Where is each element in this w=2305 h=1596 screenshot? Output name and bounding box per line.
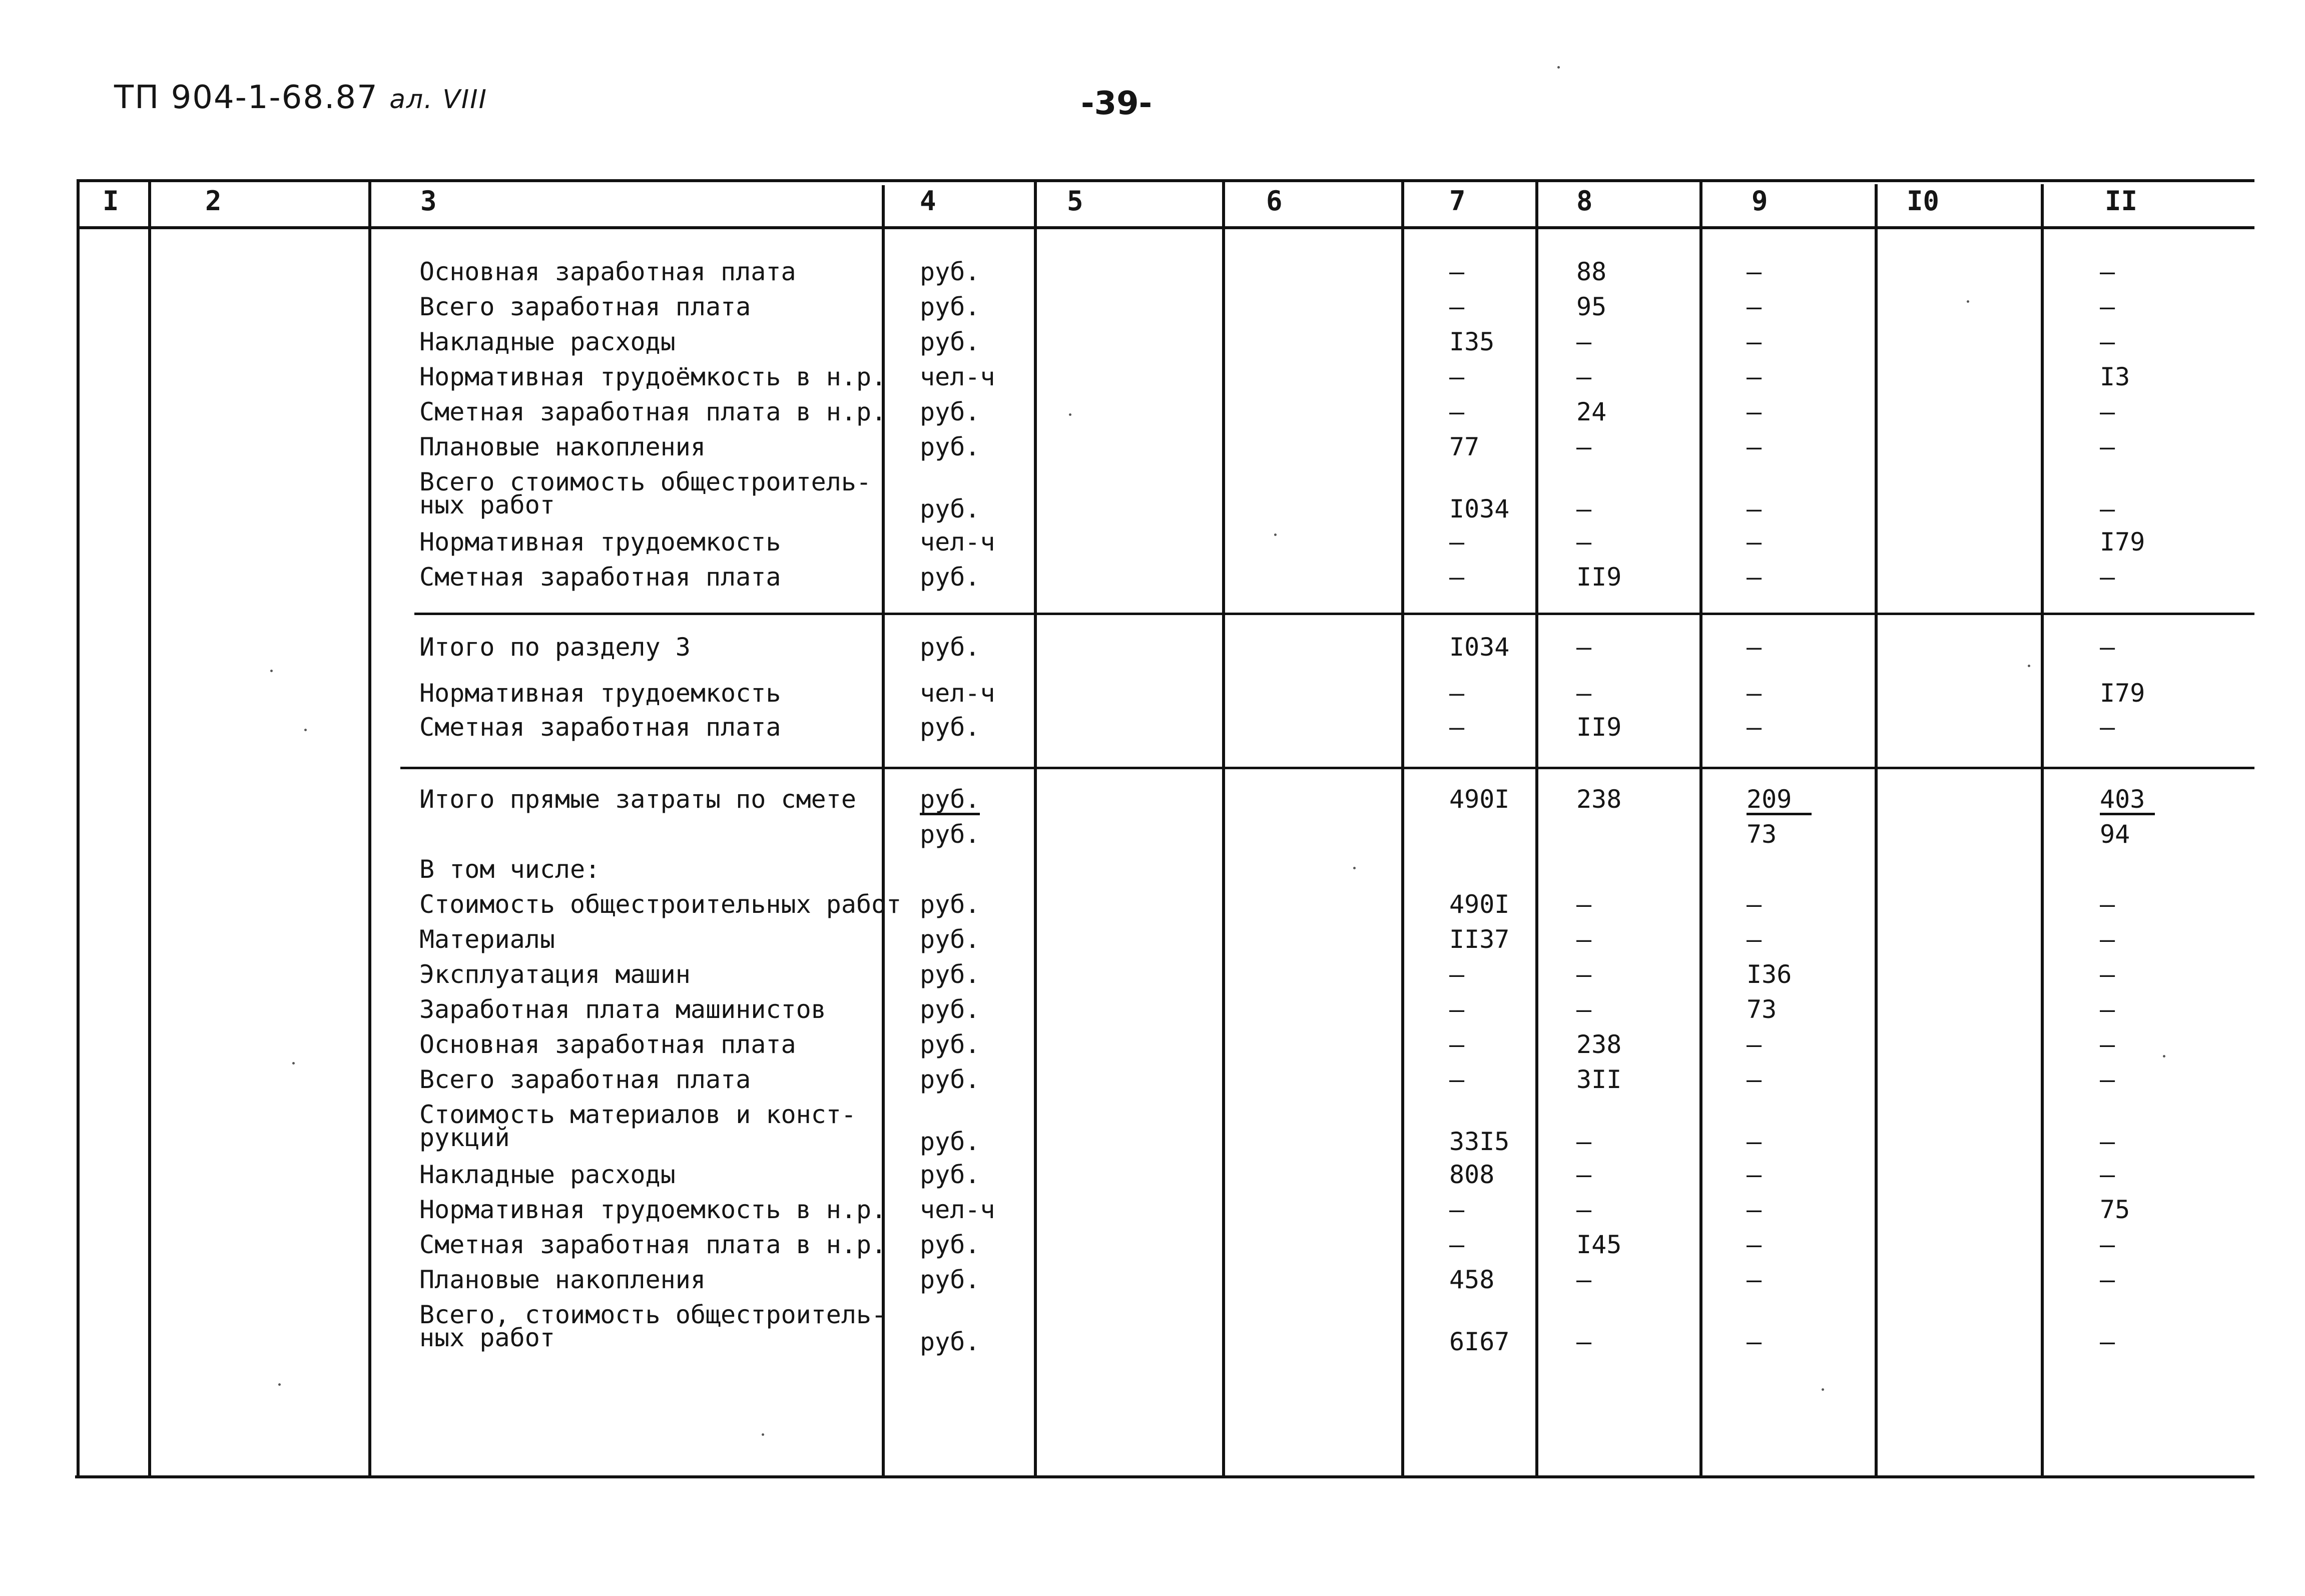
col-border-8 bbox=[1699, 181, 1702, 1477]
block3-row-c7: – bbox=[1449, 960, 1465, 989]
scan-speck bbox=[2163, 1055, 2165, 1057]
block3-row-c7: 490I bbox=[1449, 890, 1510, 919]
block3-row-unit: руб. bbox=[920, 1065, 980, 1094]
block2-row-unit: руб. bbox=[920, 633, 980, 662]
total-direct-c9-top: 209 bbox=[1747, 787, 1812, 815]
total-direct-c9-bottom: 73 bbox=[1747, 820, 1777, 849]
block3-row-c7: 808 bbox=[1449, 1160, 1495, 1189]
block3-row-c7: – bbox=[1449, 1065, 1465, 1094]
block1-row-label: Нормативная трудоемкость bbox=[419, 527, 781, 557]
block1-row-c7: – bbox=[1449, 563, 1465, 592]
scan-speck bbox=[270, 670, 273, 672]
block3-row-c8: – bbox=[1576, 1265, 1592, 1294]
block2-row-c9: – bbox=[1747, 679, 1762, 708]
page-number: -39- bbox=[1081, 85, 1152, 122]
scan-speck bbox=[278, 1383, 281, 1386]
col-header-9: 9 bbox=[1752, 185, 1768, 217]
total-direct-c8: 238 bbox=[1576, 785, 1622, 814]
block2-row-c9: – bbox=[1747, 633, 1762, 662]
block3-row-c8: – bbox=[1576, 890, 1592, 919]
block3-row-c9: 73 bbox=[1747, 995, 1777, 1024]
block3-row-c9: – bbox=[1747, 1230, 1762, 1259]
block1-row-c8: – bbox=[1576, 362, 1592, 391]
block1-row-c9: – bbox=[1747, 257, 1762, 286]
block3-row-c8: I45 bbox=[1576, 1230, 1622, 1259]
block3-row-label: Плановые накопления bbox=[419, 1265, 706, 1294]
block3-row-unit: руб. bbox=[920, 890, 980, 919]
block1-row-c7: – bbox=[1449, 362, 1465, 391]
block1-row-c11: – bbox=[2100, 563, 2115, 592]
album-text: ал. VIII bbox=[389, 85, 487, 115]
scan-speck bbox=[1557, 66, 1560, 69]
block3-row-label: Всего, стоимость общестроитель- ных работ bbox=[419, 1300, 887, 1352]
block3-row-unit: руб. bbox=[920, 995, 980, 1024]
block1-row-c9: – bbox=[1747, 327, 1762, 356]
block3-row-label: Заработная плата машинистов bbox=[419, 995, 826, 1024]
block3-row-c11: – bbox=[2100, 1327, 2115, 1356]
block3-row-c9: – bbox=[1747, 1327, 1762, 1356]
col-border-9 bbox=[1875, 184, 1878, 1477]
block1-row-c8: – bbox=[1576, 494, 1592, 523]
col-header-10: I0 bbox=[1907, 185, 1940, 217]
block2-row-c7: – bbox=[1449, 713, 1465, 742]
total-direct-label: Итого прямые затраты по смете bbox=[419, 785, 856, 814]
block3-row-unit: руб. bbox=[920, 1160, 980, 1189]
block1-row-unit: руб. bbox=[920, 257, 980, 286]
block1-row-c11: I79 bbox=[2100, 527, 2145, 557]
col-border-5 bbox=[1222, 181, 1225, 1477]
scan-speck bbox=[304, 729, 307, 731]
total-direct-unit1: руб. bbox=[920, 787, 980, 815]
block2-row-label: Итого по разделу 3 bbox=[419, 633, 691, 662]
block1-row-c7: – bbox=[1449, 397, 1465, 426]
block3-row-c7: – bbox=[1449, 1030, 1465, 1059]
block3-row-label: Нормативная трудоемкость в н.р. bbox=[419, 1195, 887, 1224]
doc-code-text: ТП 904-1-68.87 bbox=[114, 79, 378, 116]
block3-row-c8: – bbox=[1576, 1160, 1592, 1189]
block3-row-c11: – bbox=[2100, 1030, 2115, 1059]
block3-row-c9: – bbox=[1747, 1030, 1762, 1059]
block3-row-c9: – bbox=[1747, 890, 1762, 919]
block2-row-label: Сметная заработная плата bbox=[419, 713, 781, 742]
block2-row-label: Нормативная трудоемкость bbox=[419, 679, 781, 708]
block3-row-c8: – bbox=[1576, 1195, 1592, 1224]
col-header-2: 2 bbox=[205, 185, 222, 217]
block1-row-c11: – bbox=[2100, 257, 2115, 286]
scan-speck bbox=[1274, 534, 1277, 536]
block3-row-label: Стоимость общестроительных работ bbox=[419, 890, 902, 919]
document-code bbox=[114, 79, 487, 116]
block1-row-label: Основная заработная плата bbox=[419, 257, 796, 286]
block3-row-unit: руб. bbox=[920, 960, 980, 989]
block2-row-c9: – bbox=[1747, 713, 1762, 742]
block1-row-c8: – bbox=[1576, 527, 1592, 557]
total-direct-unit2: руб. bbox=[920, 820, 980, 849]
table-bottom-border bbox=[75, 1475, 2254, 1478]
block3-row-unit: руб. bbox=[920, 1030, 980, 1059]
block1-row-c11: – bbox=[2100, 397, 2115, 426]
block2-row-c7: – bbox=[1449, 679, 1465, 708]
block1-row-c8: II9 bbox=[1576, 563, 1622, 592]
table-top-border bbox=[78, 179, 2254, 182]
block1-row-c9: – bbox=[1747, 397, 1762, 426]
block1-row-c9: – bbox=[1747, 292, 1762, 321]
block1-row-c7: – bbox=[1449, 257, 1465, 286]
col-border-4 bbox=[1034, 181, 1037, 1477]
col-border-7 bbox=[1535, 181, 1538, 1477]
col-header-3: 3 bbox=[420, 185, 437, 217]
block2-row-c11: – bbox=[2100, 713, 2115, 742]
block3-row-unit: руб. bbox=[920, 1265, 980, 1294]
block1-row-c8: – bbox=[1576, 432, 1592, 461]
block3-row-c11: – bbox=[2100, 890, 2115, 919]
block3-row-c7: II37 bbox=[1449, 925, 1510, 954]
block3-row-unit: чел-ч bbox=[920, 1195, 995, 1224]
scan-speck bbox=[1353, 867, 1356, 869]
col-header-5: 5 bbox=[1067, 185, 1083, 217]
section-separator-2 bbox=[400, 767, 2254, 769]
scan-speck bbox=[292, 1062, 295, 1065]
block1-row-c9: – bbox=[1747, 432, 1762, 461]
block2-row-unit: чел-ч bbox=[920, 679, 995, 708]
block3-row-unit: руб. bbox=[920, 1230, 980, 1259]
scan-speck bbox=[1822, 1388, 1824, 1391]
scan-speck bbox=[1967, 300, 1969, 303]
col-border-6 bbox=[1401, 181, 1404, 1477]
block1-row-c11: – bbox=[2100, 494, 2115, 523]
total-direct-c11-bottom: 94 bbox=[2100, 820, 2130, 849]
block2-row-c8: – bbox=[1576, 679, 1592, 708]
block1-row-unit: руб. bbox=[920, 494, 980, 523]
block3-row-c11: – bbox=[2100, 960, 2115, 989]
block1-row-c9: – bbox=[1747, 563, 1762, 592]
block3-row-label: Накладные расходы bbox=[419, 1160, 676, 1189]
block2-row-c7: I034 bbox=[1449, 633, 1510, 662]
block1-row-c8: – bbox=[1576, 327, 1592, 356]
total-direct-c11-top: 403 bbox=[2100, 787, 2155, 815]
block1-row-c7: 77 bbox=[1449, 432, 1480, 461]
block3-row-c11: – bbox=[2100, 1127, 2115, 1156]
col-border-1 bbox=[148, 179, 151, 1477]
block3-row-c8: – bbox=[1576, 1327, 1592, 1356]
block1-row-unit: руб. bbox=[920, 292, 980, 321]
block3-row-c7: 33I5 bbox=[1449, 1127, 1510, 1156]
block1-row-c11: – bbox=[2100, 432, 2115, 461]
block1-row-c11: – bbox=[2100, 327, 2115, 356]
block1-row-label: Плановые накопления bbox=[419, 432, 706, 461]
block3-row-c11: – bbox=[2100, 1265, 2115, 1294]
block3-row-c7: 6I67 bbox=[1449, 1327, 1510, 1356]
block3-row-unit: руб. bbox=[920, 1127, 980, 1156]
block3-subtitle: В том числе: bbox=[419, 855, 601, 884]
block3-row-c9: – bbox=[1747, 1127, 1762, 1156]
block3-row-c8: – bbox=[1576, 995, 1592, 1024]
block3-row-c9: – bbox=[1747, 925, 1762, 954]
block3-row-label: Основная заработная плата bbox=[419, 1030, 796, 1059]
block1-row-unit: руб. bbox=[920, 397, 980, 426]
block2-row-c8: – bbox=[1576, 633, 1592, 662]
block1-row-label: Сметная заработная плата в н.р. bbox=[419, 397, 887, 426]
block3-row-c11: – bbox=[2100, 1160, 2115, 1189]
col-header-1: I bbox=[103, 185, 119, 217]
header-bottom-border bbox=[78, 226, 2254, 229]
block2-row-c11: – bbox=[2100, 633, 2115, 662]
block1-row-label: Нормативная трудоёмкость в н.р. bbox=[419, 362, 887, 391]
block3-row-label: Всего заработная плата bbox=[419, 1065, 751, 1094]
block3-row-c11: – bbox=[2100, 1065, 2115, 1094]
block1-row-c9: – bbox=[1747, 494, 1762, 523]
block3-row-c11: – bbox=[2100, 1230, 2115, 1259]
block3-row-c9: – bbox=[1747, 1265, 1762, 1294]
block3-row-label: Материалы bbox=[419, 925, 555, 954]
col-header-4: 4 bbox=[920, 185, 936, 217]
block2-row-c8: II9 bbox=[1576, 713, 1622, 742]
block3-row-c7: – bbox=[1449, 995, 1465, 1024]
block3-row-c8: – bbox=[1576, 1127, 1592, 1156]
block1-row-c11: I3 bbox=[2100, 362, 2130, 391]
block3-row-c9: – bbox=[1747, 1195, 1762, 1224]
col-header-8: 8 bbox=[1576, 185, 1593, 217]
block3-row-c11: – bbox=[2100, 995, 2115, 1024]
block3-row-c9: I36 bbox=[1747, 960, 1792, 989]
block1-row-c11: – bbox=[2100, 292, 2115, 321]
block3-row-c11: – bbox=[2100, 925, 2115, 954]
block3-row-c8: – bbox=[1576, 960, 1592, 989]
block1-row-unit: чел-ч bbox=[920, 527, 995, 557]
col-border-2 bbox=[368, 179, 371, 1477]
total-direct-c7: 490I bbox=[1449, 785, 1510, 814]
block1-row-c7: – bbox=[1449, 292, 1465, 321]
block1-row-c8: 88 bbox=[1576, 257, 1607, 286]
block3-row-c8: 238 bbox=[1576, 1030, 1622, 1059]
block2-row-unit: руб. bbox=[920, 713, 980, 742]
block1-row-label: Сметная заработная плата bbox=[419, 563, 781, 592]
block3-row-c7: 458 bbox=[1449, 1265, 1495, 1294]
block1-row-c7: – bbox=[1449, 527, 1465, 557]
block3-row-c7: – bbox=[1449, 1230, 1465, 1259]
block3-row-unit: руб. bbox=[920, 925, 980, 954]
block3-row-c7: – bbox=[1449, 1195, 1465, 1224]
block1-row-c8: 24 bbox=[1576, 397, 1607, 426]
block1-row-c7: I35 bbox=[1449, 327, 1495, 356]
block3-row-c9: – bbox=[1747, 1160, 1762, 1189]
scan-speck bbox=[2028, 665, 2030, 667]
block3-row-unit: руб. bbox=[920, 1327, 980, 1356]
block3-row-c8: 3II bbox=[1576, 1065, 1622, 1094]
block1-row-c9: – bbox=[1747, 362, 1762, 391]
col-border-0 bbox=[77, 179, 80, 1477]
scan-speck bbox=[762, 1433, 764, 1436]
block3-row-c9: – bbox=[1747, 1065, 1762, 1094]
scan-speck bbox=[1069, 413, 1071, 416]
block1-row-c9: – bbox=[1747, 527, 1762, 557]
block2-row-c11: I79 bbox=[2100, 679, 2145, 708]
block1-row-unit: руб. bbox=[920, 563, 980, 592]
block1-row-label: Накладные расходы bbox=[419, 327, 676, 356]
block3-row-c11: 75 bbox=[2100, 1195, 2130, 1224]
block1-row-label: Всего стоимость общестроитель- ных работ bbox=[419, 467, 872, 519]
block3-row-label: Сметная заработная плата в н.р. bbox=[419, 1230, 887, 1259]
block1-row-unit: чел-ч bbox=[920, 362, 995, 391]
block1-row-c7: I034 bbox=[1449, 494, 1510, 523]
block3-row-label: Эксплуатация машин bbox=[419, 960, 691, 989]
section-separator-1 bbox=[414, 613, 2254, 615]
col-header-11: II bbox=[2105, 185, 2138, 217]
col-header-7: 7 bbox=[1449, 185, 1466, 217]
block1-row-unit: руб. bbox=[920, 432, 980, 461]
block3-row-label: Стоимость материалов и конст- рукций bbox=[419, 1100, 856, 1152]
block3-row-c8: – bbox=[1576, 925, 1592, 954]
col-header-6: 6 bbox=[1266, 185, 1283, 217]
block1-row-label: Всего заработная плата bbox=[419, 292, 751, 321]
block1-row-c8: 95 bbox=[1576, 292, 1607, 321]
col-border-10 bbox=[2041, 184, 2044, 1477]
block1-row-unit: руб. bbox=[920, 327, 980, 356]
